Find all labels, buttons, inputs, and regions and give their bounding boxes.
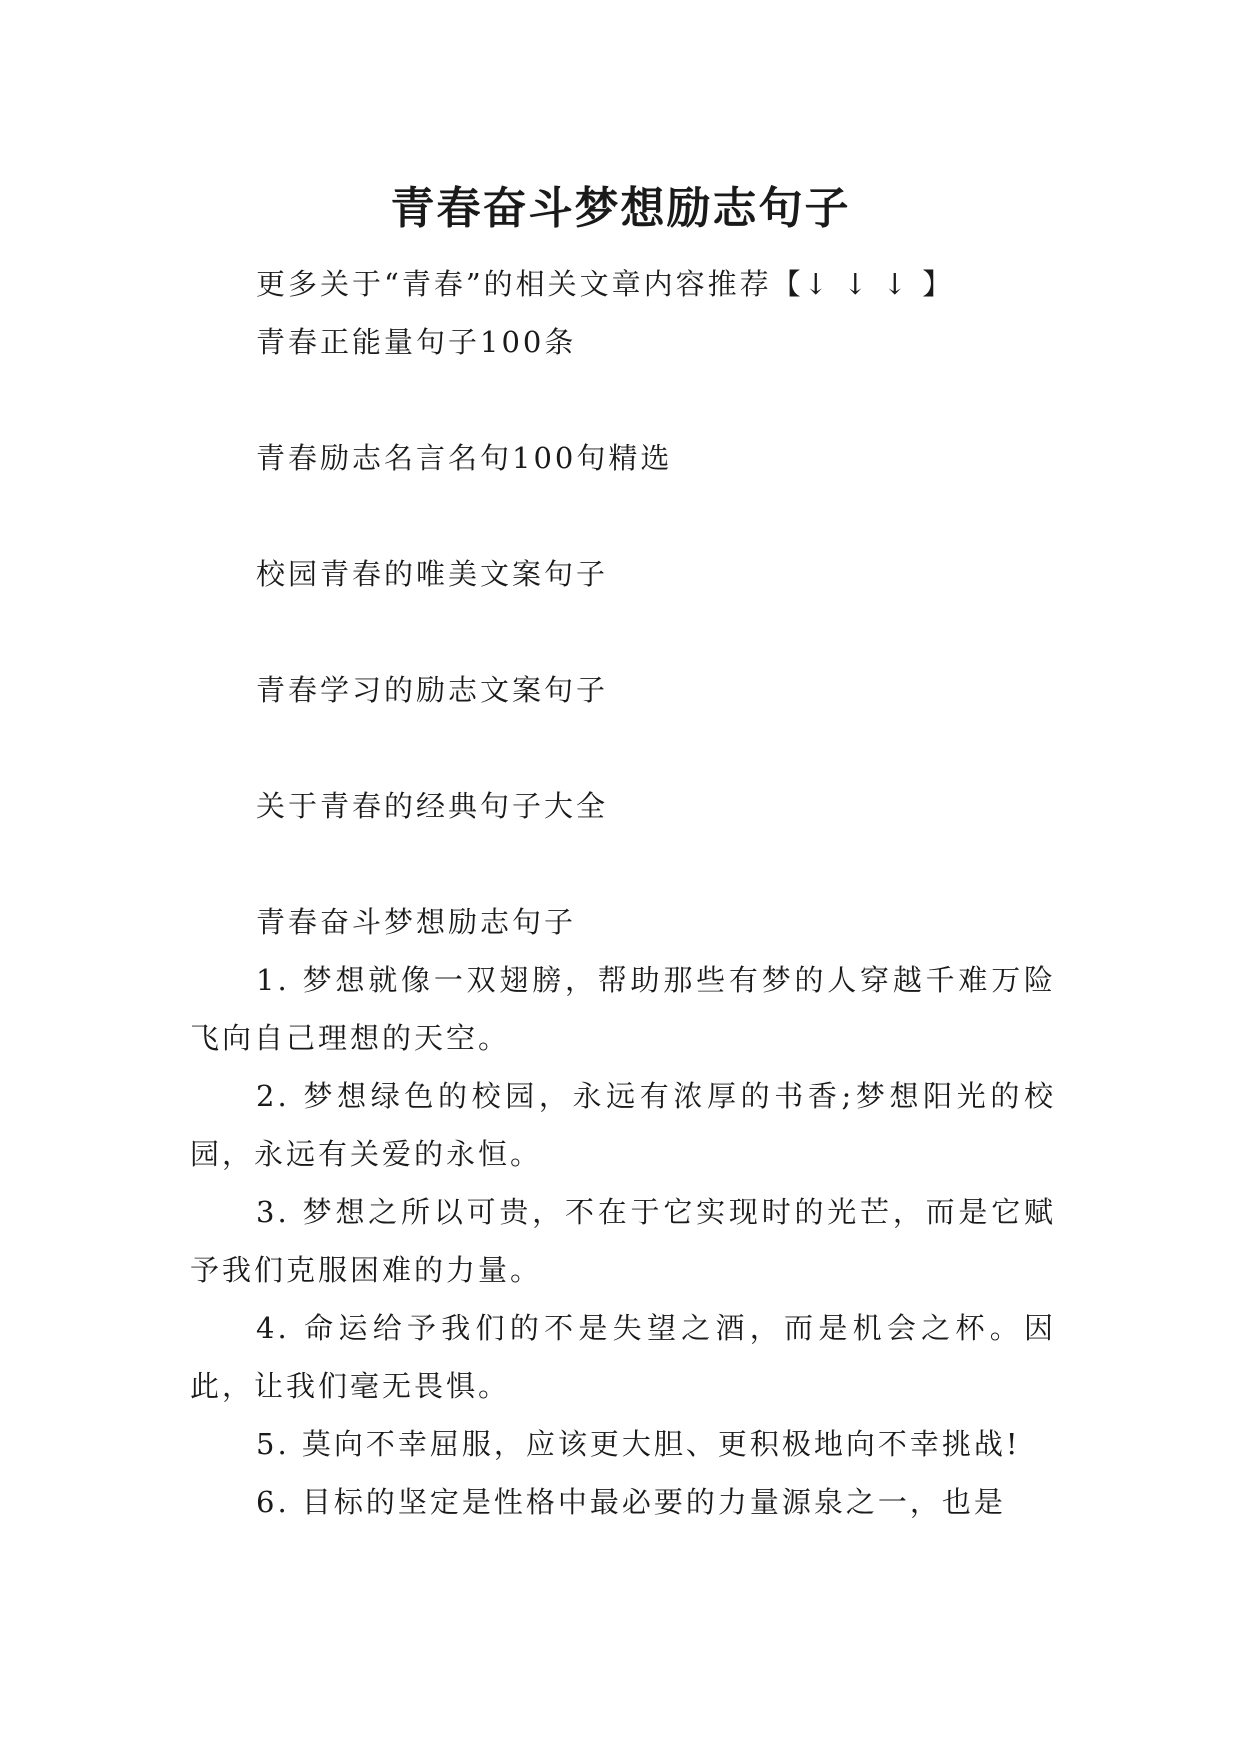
spacer — [190, 719, 1056, 777]
related-article-link[interactable]: 青春正能量句子100条 — [256, 325, 577, 359]
list-item: 2. 梦想绿色的校园，永远有浓厚的书香;梦想阳光的校园，永远有关爱的永恒。 — [190, 1079, 1056, 1171]
list-item: 5. 莫向不幸屈服，应该更大胆、更积极地向不幸挑战! — [256, 1427, 1021, 1461]
list-item: 1. 梦想就像一双翅膀，帮助那些有梦的人穿越千难万险飞向自己理想的天空。 — [190, 963, 1056, 1055]
related-article-link[interactable]: 青春学习的励志文案句子 — [256, 673, 609, 707]
list-item: 4. 命运给予我们的不是失望之酒，而是机会之杯。因此，让我们毫无畏惧。 — [190, 1311, 1056, 1403]
related-article-link[interactable]: 关于青春的经典句子大全 — [256, 789, 609, 823]
section-heading: 青春奋斗梦想励志句子 — [256, 905, 577, 939]
spacer — [190, 371, 1056, 429]
spacer — [190, 835, 1056, 893]
recommend-header: 更多关于“青春”的相关文章内容推荐【↓ ↓ ↓ 】 — [256, 267, 955, 301]
document-title: 青春奋斗梦想励志句子 — [390, 183, 851, 235]
related-article-link[interactable]: 校园青春的唯美文案句子 — [256, 557, 609, 591]
spacer — [190, 603, 1056, 661]
list-item: 3. 梦想之所以可贵，不在于它实现时的光芒，而是它赋予我们克服困难的力量。 — [190, 1195, 1056, 1287]
spacer — [190, 487, 1056, 545]
list-item: 6. 目标的坚定是性格中最必要的力量源泉之一，也是 — [256, 1485, 1006, 1519]
related-article-link[interactable]: 青春励志名言名句100句精选 — [256, 441, 673, 475]
document-body — [190, 255, 1056, 1531]
